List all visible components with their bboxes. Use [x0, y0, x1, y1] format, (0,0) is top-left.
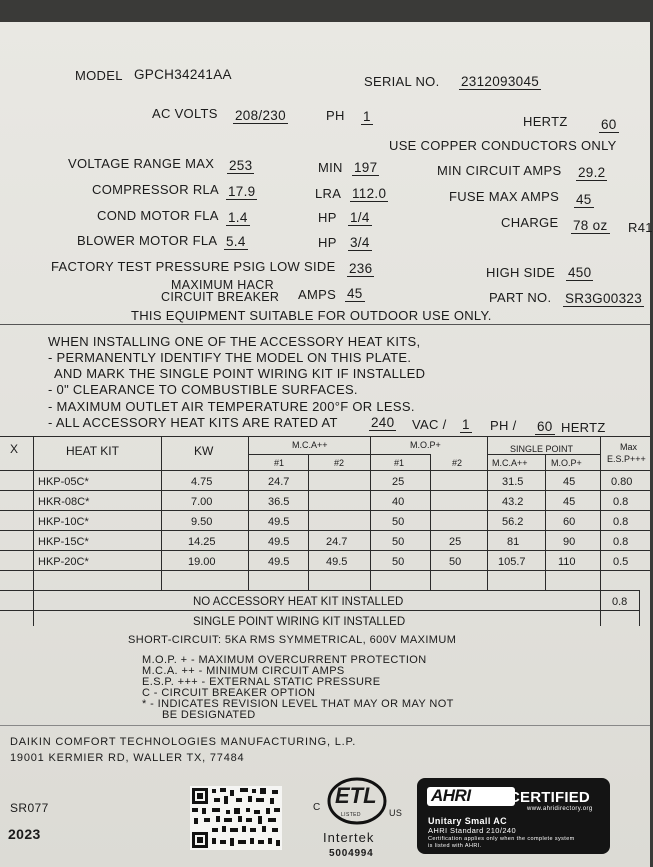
- cell-kw: 19.00: [188, 556, 216, 568]
- serial-label: SERIAL NO.: [364, 74, 440, 89]
- col-mca-1-header: #1: [274, 458, 285, 468]
- compressor-value: 17.9: [228, 184, 256, 199]
- refrigerant-value: R41: [628, 220, 653, 235]
- short-circuit-note: SHORT-CIRCUIT: 5KA RMS SYMMETRICAL, 600V MAXIMUM: [128, 634, 457, 646]
- col-x-header: X: [10, 442, 19, 456]
- hacr-amps-value: 45: [347, 286, 363, 301]
- lra-label: LRA: [315, 186, 342, 201]
- rated-hz-value: 60: [537, 419, 553, 434]
- col-sp-mca-header: M.C.A++: [492, 458, 528, 468]
- cell-mca-1: 24.7: [268, 476, 290, 488]
- col-mca-header: M.C.A++: [292, 440, 328, 450]
- cell-mca-1: 49.5: [268, 516, 290, 528]
- blower-motor-label: BLOWER MOTOR FLA: [77, 233, 218, 248]
- cell-sp-mca: 31.5: [502, 476, 524, 488]
- test-pressure-label: FACTORY TEST PRESSURE PSIG LOW SIDE: [51, 259, 336, 274]
- min-circuit-amps-value: 29.2: [578, 165, 606, 180]
- cell-kit: HKP-10C*: [38, 516, 89, 528]
- nameplate: [0, 22, 653, 867]
- lra-value: 112.0: [352, 186, 387, 201]
- etl-text: ETL: [335, 783, 377, 808]
- voltage-range-label: VOLTAGE RANGE MAX: [68, 156, 215, 171]
- part-label: PART NO.: [489, 290, 552, 305]
- cell-kit: HKR-08C*: [38, 496, 90, 508]
- voltage-min-label: MIN: [318, 160, 343, 175]
- ahri-logo-text: AHRI: [431, 786, 471, 805]
- legend-line: BE DESIGNATED: [162, 709, 256, 721]
- cell-mop-1: 40: [392, 496, 405, 508]
- cond-motor-label: COND MOTOR FLA: [97, 208, 219, 223]
- cell-mop-1: 50: [392, 556, 405, 568]
- no-kit-esp: 0.8: [612, 596, 628, 608]
- col-single-point-header: SINGLE POINT: [510, 444, 574, 454]
- cell-kw: 7.00: [191, 496, 213, 508]
- rated-ph-value: 1: [462, 417, 470, 432]
- ahri-line-3: Certification applies only when the complete system: [428, 836, 575, 842]
- ph-value: 1: [363, 109, 371, 124]
- rated-hz-label: HERTZ: [561, 420, 606, 435]
- cell-esp: 0.80: [611, 476, 633, 488]
- high-side-value: 450: [568, 265, 592, 280]
- charge-value: 78 oz: [573, 218, 608, 233]
- cell-mop-1: 50: [392, 516, 405, 528]
- heat-kit-note: AND MARK THE SINGLE POINT WIRING KIT IF INSTALLED: [54, 366, 426, 381]
- blower-motor-value: 5.4: [226, 234, 246, 249]
- fuse-max-value: 45: [576, 192, 592, 207]
- year: 2023: [8, 826, 41, 842]
- col-mca-2-header: #2: [334, 458, 345, 468]
- serial-value: 2312093045: [461, 74, 540, 89]
- legend-line: M.O.P. + - MAXIMUM OVERCURRENT PROTECTION: [142, 654, 427, 666]
- etl-listed-text: LISTED: [341, 812, 361, 818]
- hertz-label: HERTZ: [523, 114, 568, 129]
- cell-kw: 4.75: [191, 476, 213, 488]
- ac-volts-value: 208/230: [235, 108, 286, 123]
- blower-hp-label: HP: [318, 235, 337, 250]
- cell-mop-1: 50: [392, 536, 405, 548]
- ahri-line-2: AHRI Standard 210/240: [428, 826, 517, 835]
- form-number: SR077: [10, 801, 49, 815]
- intertek-text: Intertek: [323, 830, 375, 845]
- col-mop-1-header: #1: [394, 458, 405, 468]
- cell-kw: 14.25: [188, 536, 216, 548]
- no-kit-label: NO ACCESSORY HEAT KIT INSTALLED: [193, 596, 404, 608]
- cell-sp-mca: 56.2: [502, 516, 524, 528]
- cell-sp-mop: 60: [563, 516, 576, 528]
- col-kw-header: KW: [194, 444, 214, 458]
- fuse-max-label: FUSE MAX AMPS: [449, 189, 560, 204]
- charge-label: CHARGE: [501, 215, 559, 230]
- cell-sp-mca: 81: [507, 536, 520, 548]
- ahri-certified-badge: [417, 778, 610, 854]
- cell-sp-mca: 43.2: [502, 496, 524, 508]
- voltage-min-value: 197: [354, 160, 378, 175]
- ahri-line-1: Unitary Small AC: [428, 816, 508, 826]
- min-circuit-amps-label: MIN CIRCUIT AMPS: [437, 163, 562, 178]
- etl-number: 5004994: [329, 848, 374, 859]
- cell-kit: HKP-20C*: [38, 556, 89, 568]
- rated-line-text: - ALL ACCESSORY HEAT KITS ARE RATED AT: [48, 415, 338, 430]
- rated-volts-value: 240: [371, 415, 395, 430]
- col-sp-mop-header: M.O.P+: [551, 458, 582, 468]
- test-pressure-low-value: 236: [349, 261, 373, 276]
- cell-mca-2: 49.5: [326, 556, 348, 568]
- manufacturer-name: DAIKIN COMFORT TECHNOLOGIES MANUFACTURING, L.P.: [10, 736, 357, 748]
- cell-sp-mop: 90: [563, 536, 576, 548]
- cell-sp-mca: 105.7: [498, 556, 526, 568]
- col-mop-header: M.O.P+: [410, 440, 441, 450]
- heat-kit-note: WHEN INSTALLING ONE OF THE ACCESSORY HEAT KITS,: [48, 334, 421, 349]
- etl-us-text: US: [389, 808, 403, 818]
- cell-esp: 0.8: [613, 496, 629, 508]
- heat-kit-note: - PERMANENTLY IDENTIFY THE MODEL ON THIS PLATE.: [48, 350, 412, 365]
- blower-hp-value: 3/4: [350, 235, 370, 250]
- manufacturer-address: 19001 KERMIER RD, WALLER TX, 77484: [10, 752, 245, 764]
- ahri-certified-text: CERTIFIED: [509, 789, 590, 806]
- col-esp-header: E.S.P+++: [607, 454, 646, 464]
- hacr-label-1: MAXIMUM HACR: [171, 278, 274, 292]
- hertz-value: 60: [601, 117, 617, 132]
- cell-mop-1: 25: [392, 476, 405, 488]
- cond-hp-label: HP: [318, 210, 337, 225]
- rated-vac-label: VAC /: [412, 417, 447, 432]
- copper-note: USE COPPER CONDUCTORS ONLY: [389, 138, 617, 153]
- legend-line: C - CIRCUIT BREAKER OPTION: [142, 687, 316, 699]
- divider: [0, 324, 650, 325]
- model-label: MODEL: [75, 68, 123, 83]
- part-value: SR3G00323: [565, 291, 643, 306]
- cell-esp: 0.8: [613, 516, 629, 528]
- cell-sp-mop: 45: [563, 496, 576, 508]
- col-kit-header: HEAT KIT: [66, 444, 119, 458]
- cell-mca-1: 49.5: [268, 536, 290, 548]
- cell-kit: HKP-05C*: [38, 476, 89, 488]
- cond-motor-value: 1.4: [228, 210, 248, 225]
- cell-sp-mop: 45: [563, 476, 576, 488]
- cell-mca-1: 36.5: [268, 496, 290, 508]
- voltage-max-value: 253: [229, 158, 253, 173]
- col-max-header: Max: [620, 442, 638, 452]
- qr-code-icon: [190, 786, 282, 850]
- high-side-label: HIGH SIDE: [486, 265, 556, 280]
- ahri-line-4: is listed with AHRI.: [428, 843, 482, 849]
- divider: [0, 725, 650, 726]
- rated-ph-label: PH /: [490, 418, 517, 433]
- hacr-amps-label: AMPS: [298, 287, 337, 302]
- cell-sp-mop: 110: [558, 556, 576, 568]
- cell-kw: 9.50: [191, 516, 213, 528]
- cond-hp-value: 1/4: [350, 210, 370, 225]
- cell-mop-2: 50: [449, 556, 462, 568]
- hacr-label-2: CIRCUIT BREAKER: [161, 290, 280, 304]
- cell-kit: HKP-15C*: [38, 536, 89, 548]
- cell-mca-1: 49.5: [268, 556, 290, 568]
- etl-c-text: C: [313, 802, 321, 813]
- heat-kit-note: - 0" CLEARANCE TO COMBUSTIBLE SURFACES.: [48, 382, 358, 397]
- legend-line: M.C.A. ++ - MINIMUM CIRCUIT AMPS: [142, 665, 345, 677]
- legend-line: * - INDICATES REVISION LEVEL THAT MAY OR MAY NOT: [142, 698, 454, 710]
- heat-kit-note: - MAXIMUM OUTLET AIR TEMPERATURE 200°F OR LESS.: [48, 399, 415, 414]
- model-value: GPCH34241AA: [134, 67, 232, 82]
- ahri-site: www.ahridirectory.org: [527, 806, 593, 812]
- cell-mca-2: 24.7: [326, 536, 348, 548]
- col-mop-2-header: #2: [452, 458, 463, 468]
- sp-kit-label: SINGLE POINT WIRING KIT INSTALLED: [193, 616, 406, 628]
- ph-label: PH: [326, 108, 345, 123]
- cell-esp: 0.5: [613, 556, 629, 568]
- legend-line: E.S.P. +++ - EXTERNAL STATIC PRESSURE: [142, 676, 381, 688]
- cell-esp: 0.8: [613, 536, 629, 548]
- cell-mop-2: 25: [449, 536, 462, 548]
- compressor-label: COMPRESSOR RLA: [92, 182, 220, 197]
- ac-volts-label: AC VOLTS: [152, 106, 218, 121]
- outdoor-note: THIS EQUIPMENT SUITABLE FOR OUTDOOR USE ONLY.: [131, 308, 492, 323]
